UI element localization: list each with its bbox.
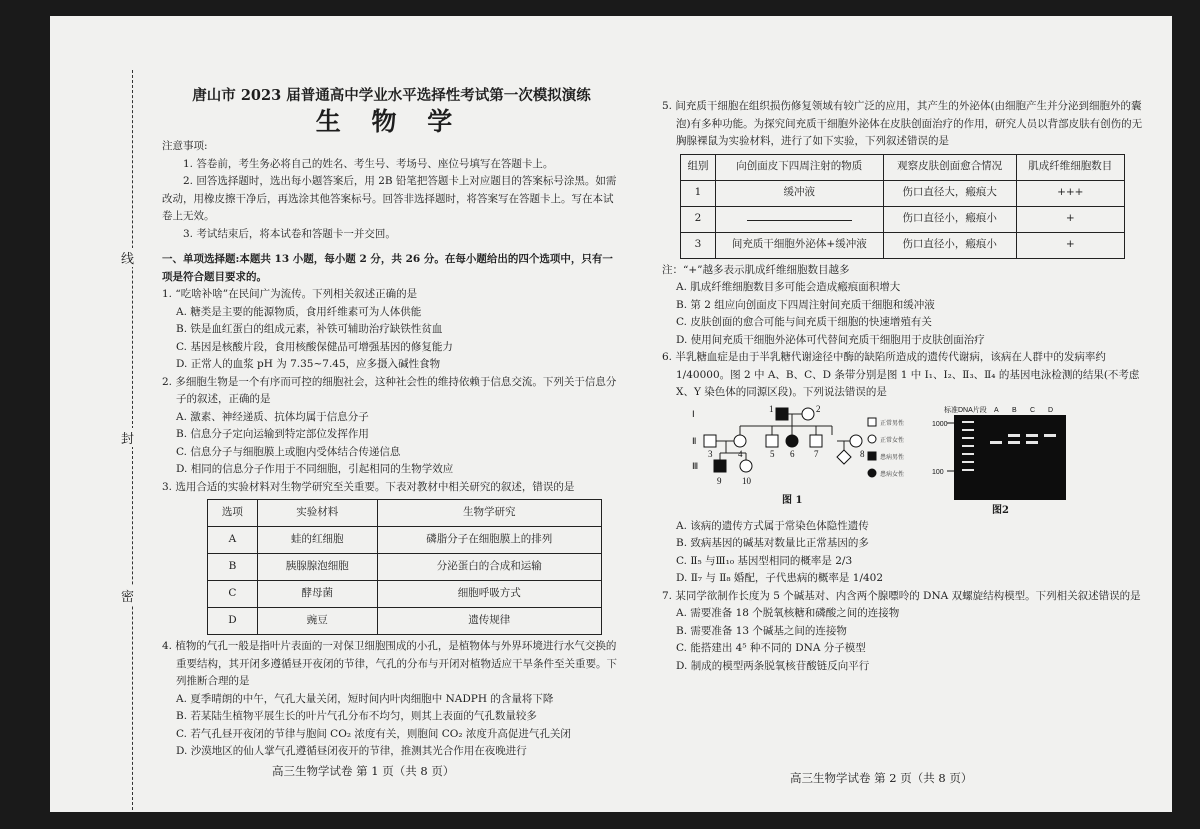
question-1-option-d: D. 正常人的血浆 pH 为 7.35~7.45，应多摄入碱性食物: [176, 358, 441, 370]
marker-label: 100: [932, 468, 944, 476]
normal-female-symbol: [802, 408, 814, 420]
legend-normal-male-icon: [868, 418, 876, 426]
table-row: [681, 180, 1125, 206]
table-header: 组别: [681, 154, 716, 180]
table-header: 向创面皮下四周注射的物质: [715, 154, 883, 180]
table-header: 观察皮肤创面愈合情况: [883, 154, 1016, 180]
answer-blank: [747, 210, 852, 221]
table-cell: 豌豆: [257, 608, 377, 635]
table-cell: 磷脂分子在细胞膜上的排列: [377, 527, 601, 554]
section-heading: 一、单项选择题:本题共 13 小题，每小题 2 分，共 26 分。在每小题给出的四个选项中，只有一项是符合题目要求的。: [162, 253, 613, 283]
question-5-option-a: A. 肌成纤维细胞数目多可能会造成瘢痕面积增大: [676, 281, 901, 293]
question-4-option-c: C. 若气孔昼开夜闭的节律与胞间 CO₂ 浓度有关，则胞间 CO₂ 浓度升高促进气孔关闭: [176, 727, 571, 740]
binding-mark-xian: 线: [121, 248, 134, 267]
table-cell: 3: [681, 232, 716, 258]
subject-title: 生 物 学: [315, 107, 464, 136]
question-2-option-d: D. 相同的信息分子作用于不同细胞，引起相同的生物学效应: [176, 463, 454, 475]
generation-label: Ⅲ: [692, 460, 699, 471]
unknown-sex-symbol: [837, 450, 851, 464]
legend-label: 正常女性: [880, 437, 905, 444]
question-2-option-b: B. 信息分子定向运输到特定部位发挥作用: [176, 428, 369, 440]
question-3-stem: 3. 选用合适的实验材料对生物学研究至关重要。下表对教材中相关研究的叙述，错误的是: [162, 480, 575, 493]
table-cell: 缓冲液: [715, 180, 883, 206]
gel-background: [954, 415, 1066, 500]
table-header-row: [208, 500, 602, 527]
page-2-footer: 高三生物学试卷 第 2 页（共 8 页）: [790, 771, 973, 785]
lane-label: D: [1048, 406, 1054, 414]
question-1-stem: 1. “吃啥补啥”在民间广为流传。下列相关叙述正确的是: [162, 288, 418, 300]
question-7-option-b: B. 需要准备 13 个碱基之间的连接物: [676, 624, 847, 637]
table-cell: 酵母菌: [257, 581, 377, 608]
table-row: [681, 206, 1125, 232]
notice-item: 1. 答卷前，考生务必将自己的姓名、考生号、考场号、座位号填写在答题卡上。: [183, 157, 554, 170]
pedigree-number: 4: [738, 448, 743, 459]
question-5-option-b: B. 第 2 组应向创面皮下四周注射间充质干细胞和缓冲液: [676, 298, 935, 311]
legend-label: 患病男性: [880, 454, 905, 461]
blank-cell: [715, 206, 883, 232]
question-6-option-d: D. Ⅱ₇ 与 Ⅱ₈ 婚配，子代患病的概率是 1/402: [676, 572, 884, 584]
table-cell: 伤口直径小，瘢痕小: [883, 232, 1016, 258]
binding-mark-mi: 密: [121, 586, 134, 605]
table-cell: 胰腺腺泡细胞: [257, 554, 377, 581]
table-cell: 间充质干细胞外泌体+缓冲液: [715, 232, 883, 258]
figure-2-caption: 图2: [992, 504, 1009, 516]
question-6-stem: 6. 半乳糖血症是由于半乳糖代谢途径中酶的缺陷所造成的遗传代谢病，该病在人群中的发病率约 1/40000。图 2 中 A、B、C、D 条带分别是图 1 中 Ⅰ₁、Ⅰ₂、Ⅱ₃、Ⅱ₄ 的基因电泳检测的结果(不考虑 X、Y 染色体的同源区段)。下列说法错误的是: [662, 351, 1140, 398]
ladder-band: [962, 461, 974, 463]
question-4-stem: 4. 植物的气孔一般是指叶片表面的一对保卫细胞围成的小孔，是植物体与外界环境进行水气交换的重要结构，其开闭多遵循昼开夜闭的节律，气孔的分布与开闭对植物适应干旱条件至关重要。下列推断合理的是: [162, 640, 617, 687]
normal-female-symbol: [740, 460, 752, 472]
question-7-stem: 7. 某同学欲制作长度为 5 个碱基对、内含两个腺嘌呤的 DNA 双螺旋结构模型。下列相关叙述错误的是: [662, 589, 1141, 602]
table-cell: 细胞呼吸方式: [377, 581, 601, 608]
question-7-option-c: C. 能搭建出 4⁵ 种不同的 DNA 分子模型: [676, 642, 866, 654]
page-2-column: [662, 98, 1150, 675]
question-4-option-b: B. 若某陆生植物平展生长的叶片气孔分布不均匀，则其上表面的气孔数量较多: [176, 710, 537, 722]
question-1-option-c: C. 基因是核酸片段，食用核酸保健品可增强基因的修复能力: [176, 340, 453, 353]
lane-label: B: [1012, 406, 1017, 414]
legend-normal-female-icon: [868, 435, 876, 443]
question-5-note: 注：“+”越多表示肌成纤维细胞数目越多: [662, 263, 850, 276]
question-2-option-c: C. 信息分子与细胞膜上或胞内受体结合传递信息: [176, 445, 401, 458]
pedigree-figure: [692, 404, 942, 516]
notice-item: 2. 回答选择题时，选出每小题答案后，用 2B 铅笔把答题卡上对应题目的答案标号涂黑。如需改动，用橡皮擦干净后，再选涂其他答案标号。回答非选择题时，将答案写在答题卡上。写在本试卷上无效。: [162, 175, 617, 222]
pedigree-number: 9: [717, 475, 722, 486]
affected-male-symbol: [776, 408, 788, 420]
gel-band-c: [1026, 441, 1038, 444]
gel-band-a: [990, 441, 1002, 444]
question-4-option-d: D. 沙漠地区的仙人掌气孔遵循昼闭夜开的节律，推测其光合作用在夜晚进行: [176, 745, 527, 757]
table-cell: B: [208, 554, 258, 581]
gel-band-b: [1008, 441, 1020, 444]
question-2-stem: 2. 多细胞生物是一个有序而可控的细胞社会，这种社会性的维持依赖于信息交流。下列关于信息分子的叙述，正确的是: [162, 375, 617, 405]
lane-label: C: [1030, 406, 1036, 414]
legend-label: 患病女性: [880, 471, 905, 478]
pedigree-number: 7: [814, 448, 819, 459]
question-5-table: [680, 154, 1125, 259]
affected-male-symbol: [714, 460, 726, 472]
table-row: [208, 554, 602, 581]
normal-male-symbol: [704, 435, 716, 447]
pedigree-number: 5: [770, 448, 775, 459]
pedigree-number: 10: [742, 475, 751, 486]
table-cell: 分泌蛋白的合成和运输: [377, 554, 601, 581]
table-cell: 2: [681, 206, 716, 232]
gel-figure: [932, 404, 1072, 516]
table-cell: C: [208, 581, 258, 608]
question-6-option-c: C. Ⅱ₅ 与Ⅲ₁₀ 基因型相同的概率是 2/3: [676, 554, 853, 567]
legend-affected-male-icon: [868, 452, 876, 460]
question-5-option-d: D. 使用间充质干细胞外泌体可代替间充质干细胞用于皮肤创面治疗: [676, 333, 985, 346]
generation-label: Ⅰ: [692, 408, 695, 419]
gel-band-c: [1026, 434, 1038, 437]
table-cell: 伤口直径大，瘢痕大: [883, 180, 1016, 206]
normal-female-symbol: [850, 435, 862, 447]
table-header: 肌成纤维细胞数目: [1016, 154, 1124, 180]
legend-label: 正常男性: [880, 420, 905, 427]
gel-band-b: [1008, 434, 1020, 437]
pedigree-number: 6: [790, 448, 795, 459]
table-cell: D: [208, 608, 258, 635]
question-6-option-b: B. 致病基因的碱基对数量比正常基因的多: [676, 537, 869, 549]
gel-band-d: [1044, 434, 1056, 437]
figure-1-caption: 图 1: [782, 494, 803, 506]
marker-label: 1000: [932, 420, 948, 428]
table-cell: +++: [1016, 180, 1124, 206]
ladder-band: [962, 437, 974, 439]
ladder-band: [962, 429, 974, 431]
exam-title: 唐山市 2023 届普通高中学业水平选择性考试第一次模拟演练: [192, 87, 591, 104]
ladder-band: [962, 469, 974, 471]
normal-female-symbol: [734, 435, 746, 447]
ladder-band: [962, 421, 974, 423]
table-row: [208, 581, 602, 608]
question-7-option-a: A. 需要准备 18 个脱氧核糖和磷酸之间的连接物: [676, 607, 900, 619]
page-1-column: [162, 86, 617, 761]
binding-mark-feng: 封: [121, 428, 134, 447]
affected-female-symbol: [786, 435, 798, 447]
table-row: [681, 232, 1125, 258]
table-cell: 遗传规律: [377, 608, 601, 635]
pedigree-number: 3: [708, 448, 713, 459]
question-1-option-b: B. 铁是血红蛋白的组成元素，补铁可辅助治疗缺铁性贫血: [176, 323, 443, 335]
generation-label: Ⅱ: [692, 435, 697, 446]
table-header: 选项: [208, 500, 258, 527]
question-4-option-a: A. 夏季晴朗的中午，气孔大量关闭，短时间内叶肉细胞中 NADPH 的含量将下降: [176, 692, 554, 705]
question-7-option-d: D. 制成的模型两条脱氧核苷酸链反向平行: [676, 659, 870, 672]
gel-header: 标准DNA片段: [944, 406, 987, 414]
table-cell: 蛙的红细胞: [257, 527, 377, 554]
table-header-row: [681, 154, 1125, 180]
pedigree-number: 2: [816, 403, 821, 414]
notice-heading: 注意事项:: [162, 140, 208, 152]
question-3-table: [207, 499, 602, 635]
ladder-band: [962, 445, 974, 447]
table-cell: 1: [681, 180, 716, 206]
question-6-figures: [662, 404, 1150, 516]
pedigree-number: 8: [860, 448, 865, 459]
table-header: 生物学研究: [377, 500, 601, 527]
table-header: 实验材料: [257, 500, 377, 527]
table-cell: +: [1016, 232, 1124, 258]
pedigree-number: 1: [769, 403, 774, 414]
normal-male-symbol: [766, 435, 778, 447]
legend-affected-female-icon: [868, 469, 876, 477]
normal-male-symbol: [810, 435, 822, 447]
question-5-option-c: C. 皮肤创面的愈合可能与间充质干细胞的快速增殖有关: [676, 316, 932, 328]
notice-item: 3. 考试结束后，将本试卷和答题卡一并交回。: [183, 227, 396, 240]
question-1-option-a: A. 糖类是主要的能源物质，食用纤维素可为人体供能: [176, 305, 422, 318]
table-cell: +: [1016, 206, 1124, 232]
table-row: [208, 527, 602, 554]
ladder-band: [962, 453, 974, 455]
table-cell: 伤口直径小，瘢痕小: [883, 206, 1016, 232]
question-2-option-a: A. 激素、神经递质、抗体均属于信息分子: [176, 410, 369, 423]
question-6-option-a: A. 该病的遗传方式属于常染色体隐性遗传: [676, 519, 869, 532]
table-cell: A: [208, 527, 258, 554]
table-row: [208, 608, 602, 635]
question-5-stem: 5. 间充质干细胞在组织损伤修复领域有较广泛的应用，其产生的外泌体(由细胞产生并分泌到细胞外的囊泡)有多种功能。为探究间充质干细胞外泌体在皮肤创面治疗的作用，研究人员以背部皮肤有创伤的无胸腺裸鼠为实验材料，进行了如下实验，下列叙述错误的是: [662, 100, 1143, 147]
page-1-footer: 高三生物学试卷 第 1 页（共 8 页）: [272, 764, 455, 778]
lane-label: A: [994, 406, 999, 414]
